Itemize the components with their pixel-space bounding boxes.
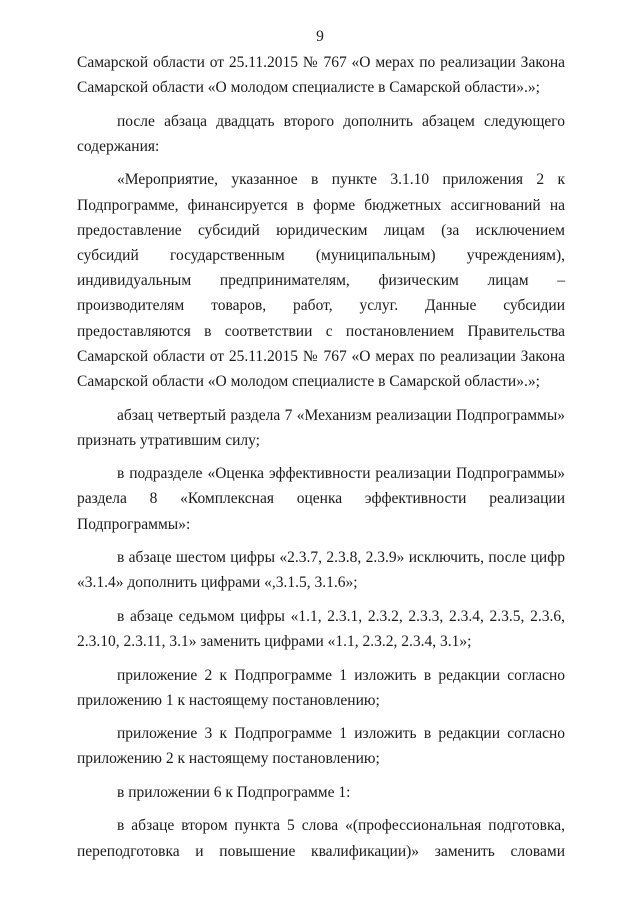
- paragraph-quoted-insert: «Мероприятие, указанное в пункте 3.1.10 приложения 2 к Подпрограмме, финансируется в форме бюджетных ассигнований на предоставление субсидий юридическим лицам (за исключением субсидий государственным (муниципальным) учреждениям), индивидуальным предпринимателям, физическим лицам – производителям товаров, работ, услуг. Данные субсидии предоставляются в соответствии с постановлением Правительства Самарской области от 25.11.2015 № 767 «О мерах по реализации Закона Самарской области «О молодом специалисте в Самарской области».»;: [77, 171, 565, 391]
- document-body: [77, 50, 565, 872]
- paragraph: в подразделе «Оценка эффективности реализации Подпрограммы» раздела 8 «Комплексная оценка эффективности реализации Подпрограммы»:: [77, 465, 565, 533]
- paragraph-continuation: Самарской области от 25.11.2015 № 767 «О мерах по реализации Закона Самарской области «О молодом специалисте в Самарской области».»;: [77, 54, 565, 97]
- paragraph: в приложении 6 к Подпрограмме 1:: [117, 783, 351, 801]
- paragraph: приложение 2 к Подпрограмме 1 изложить в редакции согласно приложению 1 к настоящему постановлению;: [77, 666, 565, 709]
- page-number: 9: [316, 28, 324, 45]
- paragraph: абзац четвертый раздела 7 «Механизм реализации Подпрограммы» признать утратившим силу;: [77, 406, 565, 449]
- paragraph: после абзаца двадцать второго дополнить абзацем следующего содержания:: [77, 112, 565, 155]
- paragraph: в абзаце шестом цифры «2.3.7, 2.3.8, 2.3.9» исключить, после цифр «3.1.4» дополнить цифрами «,3.1.5, 3.1.6»;: [77, 549, 565, 592]
- paragraph: в абзаце седьмом цифры «1.1, 2.3.1, 2.3.2, 2.3.3, 2.3.4, 2.3.5, 2.3.6, 2.3.10, 2.3.11, 3.1» заменить цифрами «1.1, 2.3.2, 2.3.4, 3.1»;: [77, 607, 565, 651]
- paragraph-continued-next-page: в абзаце втором пункта 5 слова «(профессиональная подготовка, переподготовка и повышение квалификации)» заменить словами: [77, 817, 565, 860]
- paragraph: приложение 3 к Подпрограмме 1 изложить в редакции согласно приложению 2 к настоящему постановлению;: [77, 725, 565, 768]
